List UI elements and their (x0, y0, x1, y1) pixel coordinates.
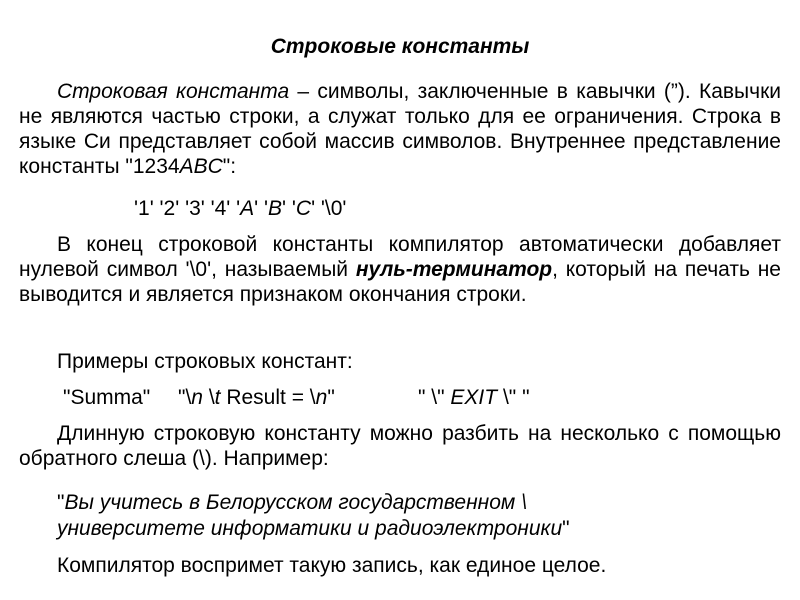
term-null-terminator: нуль-терминатор (355, 258, 553, 281)
example-result-part: " (327, 386, 335, 409)
example-result-n: n (315, 386, 328, 409)
example-result-part: "\ (178, 386, 192, 409)
repr-c: C (295, 197, 312, 220)
example-result-n: n (191, 386, 203, 409)
example-result-t: t (214, 386, 221, 409)
paragraph-null-terminator (19, 232, 781, 307)
long-example-line-2 (57, 516, 570, 541)
repr-sep-2: ' ' (282, 197, 296, 220)
long-example-text-2: университете информатики и радиоэлектроники (57, 517, 563, 540)
quote-open: " (57, 491, 65, 514)
example-exit-word: EXIT (450, 386, 498, 409)
quote-close: " (562, 517, 570, 540)
null-terminator-text-before: В конец строковой константы компилятор автоматически добавляет нулевой символ '\0', называемый (19, 233, 781, 281)
example-exit-part: " \" (418, 386, 451, 409)
example-exit (418, 385, 530, 410)
page-title: Строковые константы (270, 35, 530, 58)
long-example-line-1 (57, 490, 527, 515)
backslash-text: Длинную строковую константу можно разбить на несколько с помощью обратного слеша (\). Например: (19, 422, 781, 470)
definition-end: ": (222, 155, 237, 178)
example-result-part: Result = \ (220, 386, 316, 409)
example-exit-part: \" " (497, 386, 530, 409)
repr-digits: '1' '2' '3' '4' ' (134, 197, 241, 220)
repr-tail: ' '\0' (311, 197, 347, 220)
null-terminator-text-after: , который на печать не выводится и является признаком окончания строки. (19, 258, 781, 306)
long-example-text-1: Вы учитесь в Белорусском государственном \ (64, 491, 527, 514)
repr-sep-1: ' ' (254, 197, 269, 220)
abc-italic: ABC (179, 155, 223, 178)
example-summa: "Summa" (63, 386, 151, 409)
term-string-constant: Строковая константа (57, 80, 290, 103)
repr-a: A (240, 197, 255, 220)
paragraph-backslash (19, 421, 781, 471)
repr-b: B (268, 197, 283, 220)
definition-text: – символы, заключенные в кавычки (”). Кавычки не являются частью строки, а служат только для ее ограничения. Строка в языке Си представляет собой массив символов. Внутреннее представление константы "1234 (19, 80, 782, 178)
examples-heading: Примеры строковых констант: (57, 350, 353, 373)
internal-representation (134, 196, 346, 221)
example-result-part: \ (202, 386, 215, 409)
paragraph-definition (19, 79, 781, 179)
example-result (178, 385, 335, 410)
closing-sentence: Компилятор воспримет такую запись, как единое целое. (57, 554, 607, 577)
